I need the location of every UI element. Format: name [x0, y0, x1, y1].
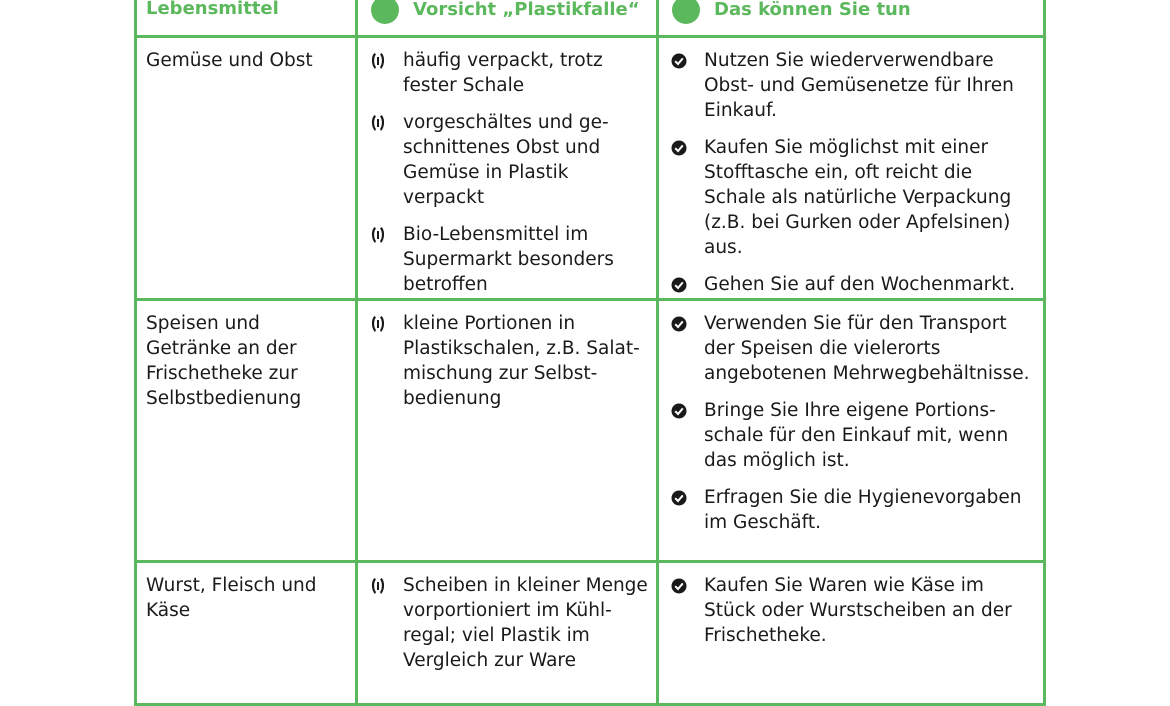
- list-item: Scheiben in kleiner Menge vorportioniert im Kühlregal; viel Plastik im Vergleich zur Ware: [367, 573, 648, 673]
- list-item: kleine Portionen in Plastikschalen, z.B. Salatmischung zur Selbstbedienung: [367, 311, 648, 411]
- check-icon: [668, 48, 690, 73]
- check-circle-icon: [672, 0, 700, 24]
- list-item: Verwenden Sie für den Transport der Speisen die vielerorts angebotenen Mehrwegbehältnisse.: [668, 311, 1035, 386]
- list-item: Gehen Sie auf den Wochenmarkt.: [668, 272, 1035, 297]
- check-icon: [668, 485, 690, 510]
- list-item: häufig verpackt, trotz fester Schale: [367, 48, 648, 98]
- table-header-row: [137, 0, 1043, 38]
- header-tips-label: Das können Sie tun: [714, 0, 911, 20]
- category-cell: Wurst, Fleisch und Käse: [137, 563, 358, 703]
- plastic-warning-icon: [367, 48, 389, 73]
- list-item: Nutzen Sie wiederverwendbare Obst- und Gemüsenetze für Ihren Einkauf.: [668, 48, 1035, 123]
- warnings-cell: [358, 301, 659, 560]
- list-item: Kaufen Sie möglichst mit einer Stofftasche ein, oft reicht die Schale als natürliche Verpackung (z.B. bei Gurken oder Apfelsinen) aus.: [668, 135, 1035, 260]
- plastic-warning-icon: [367, 311, 389, 336]
- header-warning: [358, 0, 659, 35]
- warning-circle-icon: [371, 0, 399, 24]
- plastic-warning-icon: [367, 222, 389, 247]
- check-icon: [668, 311, 690, 336]
- header-warning-label: Vorsicht „Plastikfalle“: [413, 0, 640, 20]
- check-icon: [668, 272, 690, 297]
- check-icon: [668, 135, 690, 160]
- list-item: Kaufen Sie Waren wie Käse im Stück oder Wurstscheiben an der Frischetheke.: [668, 573, 1035, 648]
- table-row: [137, 563, 1043, 703]
- list-item: vorgeschältes und geschnittenes Obst und Gemüse in Plastik verpackt: [367, 110, 648, 210]
- table-row: [137, 38, 1043, 301]
- header-food-label: Lebensmittel: [146, 0, 279, 19]
- check-icon: [668, 573, 690, 598]
- category-cell: Gemüse und Obst: [137, 38, 358, 298]
- list-item: Erfragen Sie die Hygienevorgaben im Geschäft.: [668, 485, 1035, 535]
- plastic-warning-icon: [367, 110, 389, 135]
- header-tips: [659, 0, 1043, 35]
- table-row: [137, 301, 1043, 563]
- check-icon: [668, 398, 690, 423]
- tips-cell: [659, 563, 1043, 703]
- tips-cell: [659, 301, 1043, 560]
- warnings-cell: [358, 563, 659, 703]
- list-item: Bio-Lebensmittel im Supermarkt besonders betroffen: [367, 222, 648, 297]
- plastic-tips-table: [134, 0, 1046, 706]
- category-cell: Speisen und Getränke an der Frischetheke zur Selbstbedienung: [137, 301, 358, 560]
- warnings-cell: [358, 38, 659, 298]
- tips-cell: [659, 38, 1043, 298]
- plastic-warning-icon: [367, 573, 389, 598]
- header-food: [137, 0, 358, 35]
- list-item: Bringe Sie Ihre eigene Portionsschale für den Einkauf mit, wenn das möglich ist.: [668, 398, 1035, 473]
